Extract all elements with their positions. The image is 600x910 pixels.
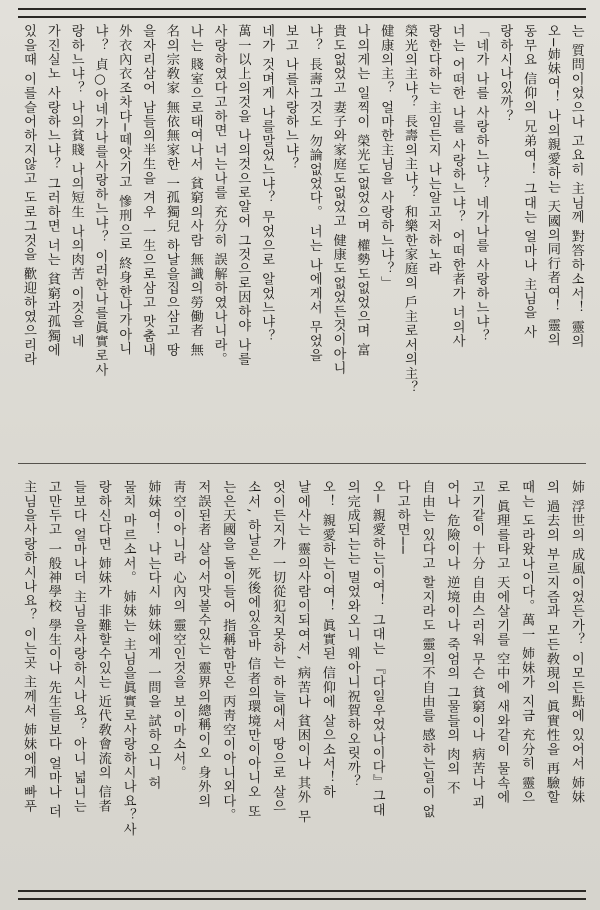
text-column: 萬一以上의것을 나의것으로알어 그것으로因하야 나를 [235,24,251,367]
upper-text-block [18,24,586,454]
text-column: 貴도없었고 妻子와家庭도없었고 健康도없었든것이아니 [330,24,346,376]
text-column: 랑하신다면 姉妹가 非難할수있는 近代敎會流의 信者 [95,480,111,814]
text-column: 의完成되는는 멀었와오니 웨아니祝賀하오릿까？ [344,480,360,789]
text-column: 다고하면── [394,480,410,555]
text-column: 가진실노 사랑하느냐？ 그러하면 너는 貧窮과孤獨에 [44,24,60,358]
text-column: 을자리삼어 남들의半生을 겨우 一生으로삼고 맛춤내 [140,24,156,358]
text-column: 때는 도라왔나이다。萬一 姉妹가 지금 充分히 靈으 [519,480,535,805]
top-double-rule [18,8,586,18]
text-column: 랑하느냐？ 나의貧賤 나의短生 나의肉苦 이것을 네 [68,24,84,349]
text-column: 고만두고 一般神學校 學生이나 先生들보다 얼마나 더 [45,480,61,819]
text-column: 오─姉妹여！ 나의親愛하는 天國의同行者여！ 靈의 [544,24,560,347]
text-column: 榮光의主냐？ 長壽의主냐？ 和樂한家庭의 戶主로서의主？ [402,24,417,395]
text-column: 어나 危險이나 逆境이나 죽엄의 그물들의 肉의 不 [444,480,460,796]
text-column: 는은天國을 돌이들어 指稱함만은 丙靑空이아니외다。 [220,480,236,823]
text-column: 냐？ 貞○아네가나를사랑하느냐？ 이러한나를眞實로사 [92,24,108,377]
section-divider [18,463,586,464]
text-column: 물치 마르소서。 姉妹는 主님을眞實로사랑하시나요？사 [120,480,136,837]
text-column: 네가 것며게 나를말었느냐？ 무었으로 알었느냐？ [259,24,275,343]
text-column: 나는 賤室으로태여나서 貧窮의사람 無識의勞働者 無 [187,24,203,358]
text-column: 너는 어떠한 나를 사랑하느냐？ 어떠한者가 너의사 [449,24,465,349]
text-column: 오─ 親愛하는이여！ 그대는 『다일우었나이다』그대 [369,480,385,817]
text-column: 사랑하였다고하면 너는나를 充分히 誤解하였나니라。 [211,24,227,367]
text-column: 랑하시나있까？ [497,24,513,124]
text-column: 있을때 이를슬어하지않고 도로그것을 歡迎하였으리라 [21,24,36,367]
text-column: 저誤된者 살어서맛볼수있는 靈界의總稱이오 身外의 [195,480,211,808]
text-column: 姉妹여！ 나는다시 姉妹에게 一問을 試하오니 허 [145,480,161,790]
text-column: 오！ 親愛하는이여！ 眞實된 信仰에 살으소서！하 [319,480,335,799]
text-column: 로 眞理를타고 天에살기를 空中에 새와같이 물속에 [494,480,510,805]
text-column: 「네가 나를 사랑하느냐？ 네가나를 사랑하느냐？ [473,24,489,343]
text-column: 랑한다하는 主임든지 나는알고저하노라 [425,24,441,276]
text-column: 姉 浮世의 成風이었든가？ 이모든點에 있어서 姉妹 [568,480,584,805]
text-column: 靑空이아니라 心內의 靈空인것을 보이마소서。 [170,480,186,780]
text-column: 들보다 얼마나더 主님을사랑하시나요？ 아니 넓니는 [70,480,86,814]
text-column: 나의게는 일찍이 榮光도없었으며 權勢도없었으며 富 [354,24,370,358]
bottom-double-rule [18,890,586,900]
lower-text-block [18,480,586,890]
text-column: 동무요 信仰의 兄弟여！ 그대는 얼마나 主님을 사 [521,24,537,340]
text-column: 의 過去의 부르지즘과 모든敎現의 眞實性을 再驗할 [544,480,560,805]
text-column: 는 質問이었으나 고요히 主님께 對答하소서！ 靈의 [568,24,584,349]
text-column: 主님을사랑하시나요？ 이는곳 主께서 姉妹에게 빠푸 [21,480,36,814]
text-column: 엇이든지가 一切從犯치못하는 하늘에서 땅으로 살으 [270,480,286,814]
text-column: 날에사는 靈의사람이되여서, 病苦나 貧困이나 其外 무 [294,480,310,824]
text-column: 소서, 하날은 死後에있음바 信者의環境만이아니오 또 [245,480,261,819]
text-column: 健康의主？ 얼마한主님을 사랑하느냐？」 [378,24,394,290]
text-column: 보고 나를사랑하느냐？ [282,24,298,172]
text-column: 고기같이 十分 自由스러워 무슨 貧窮이나 病苦나 괴 [469,480,485,810]
text-column: 自由는 있다고 할지라도 靈의不自由를 感하는일이 없 [419,480,435,819]
text-column: 名의宗敎家 無依無家한 一孤獨兒 하날을집으삼고 땅 [163,24,179,358]
text-column: 外衣內衣조차다─떼앗기고 慘刑으로 終身한나가아니 [116,24,132,356]
text-column: 냐？ 長壽그것도 勿論없었다。 너는 나에게서 무었을 [306,24,322,363]
